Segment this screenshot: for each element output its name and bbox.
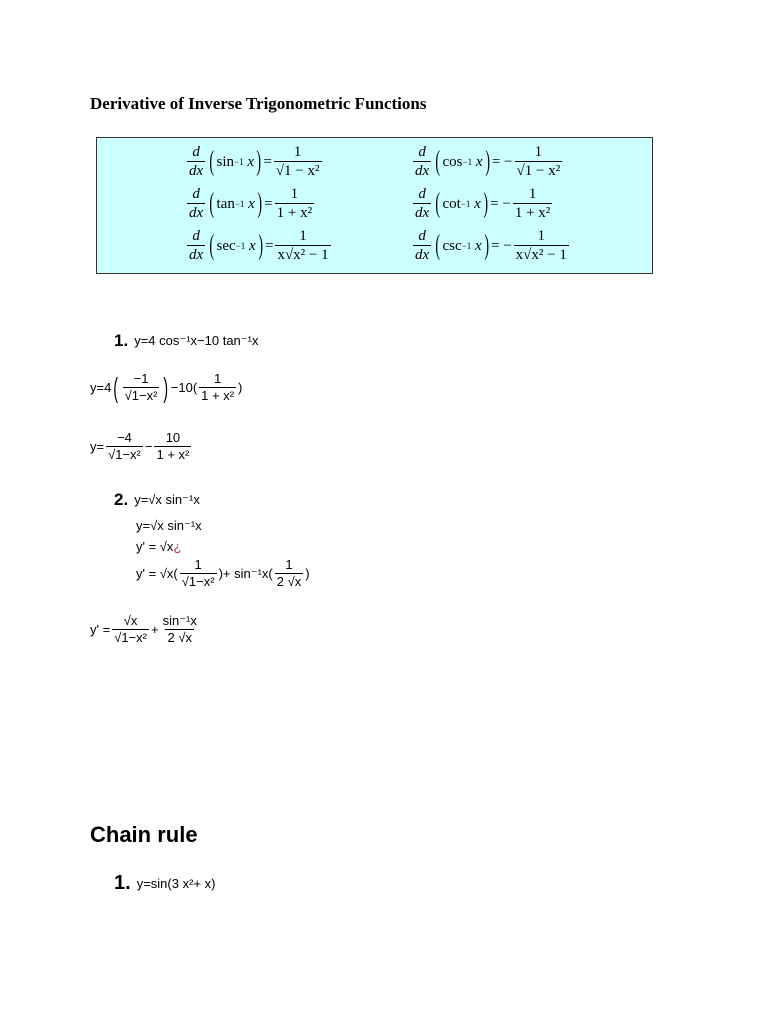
chain-rule-problem-1: 1. y=sin(3 x²+ x) xyxy=(114,872,216,894)
formula-cos: $\frac{d}{dx}$ ( cos −1 x ) = − $\frac{1}{\text{√1 − x²}}$ xyxy=(415,144,561,180)
problem-2-line-4: y' = √x( $\frac{1}{\text{√1−x²}}$ )+ sin⁻¹x( $\frac{1}{2 √x}$ ) xyxy=(136,557,310,589)
problem-2-line-2: y=√x sin⁻¹x xyxy=(136,518,202,533)
problem-2-line-3: y' = √x ¿ xyxy=(136,539,182,554)
problem-2-final: y' = $\frac{√x}{\text{√1−x²}}$ + $\frac{\text{sin⁻¹x}}{2 √x}$ xyxy=(90,613,197,645)
chain-rule-heading: Chain rule xyxy=(90,822,198,847)
formula-sin: $\frac{d}{dx}$ ( sin −1 x ) = $\frac{1}{\text{√1 − x²}}$ xyxy=(189,144,320,180)
problem-1-step-2: y= $\frac{-4}{\text{√1−x²}}$ − $\frac{10}{\text{1 + x²}}$ xyxy=(90,430,190,462)
page-title: Derivative of Inverse Trigonometric Functions xyxy=(90,94,427,113)
formula-cot: $\frac{d}{dx}$ ( cot −1 x ) = − $\frac{1}{\text{1 + x²}}$ xyxy=(415,186,551,222)
formula-csc: $\frac{d}{dx}$ ( csc −1 x ) = − $\frac{1}{\text{x√x² − 1}}$ xyxy=(415,228,567,264)
formula-table xyxy=(96,137,653,274)
formula-tan: $\frac{d}{dx}$ ( tan −1 x ) = $\frac{1}{\text{1 + x²}}$ xyxy=(189,186,313,222)
problem-1-step-1: y=4 ( $\frac{-1}{\text{√1−x²}}$ ) −10( $\frac{1}{\text{1 + x²}}$ ) xyxy=(90,371,243,403)
problem-2-statement: 2. y=√x sin⁻¹x xyxy=(114,490,200,509)
problem-1-statement: 1. y=4 cos⁻¹x−10 tan⁻¹x xyxy=(114,331,259,350)
formula-sec: $\frac{d}{dx}$ ( sec −1 x ) = $\frac{1}{\text{x√x² − 1}}$ xyxy=(189,228,329,264)
